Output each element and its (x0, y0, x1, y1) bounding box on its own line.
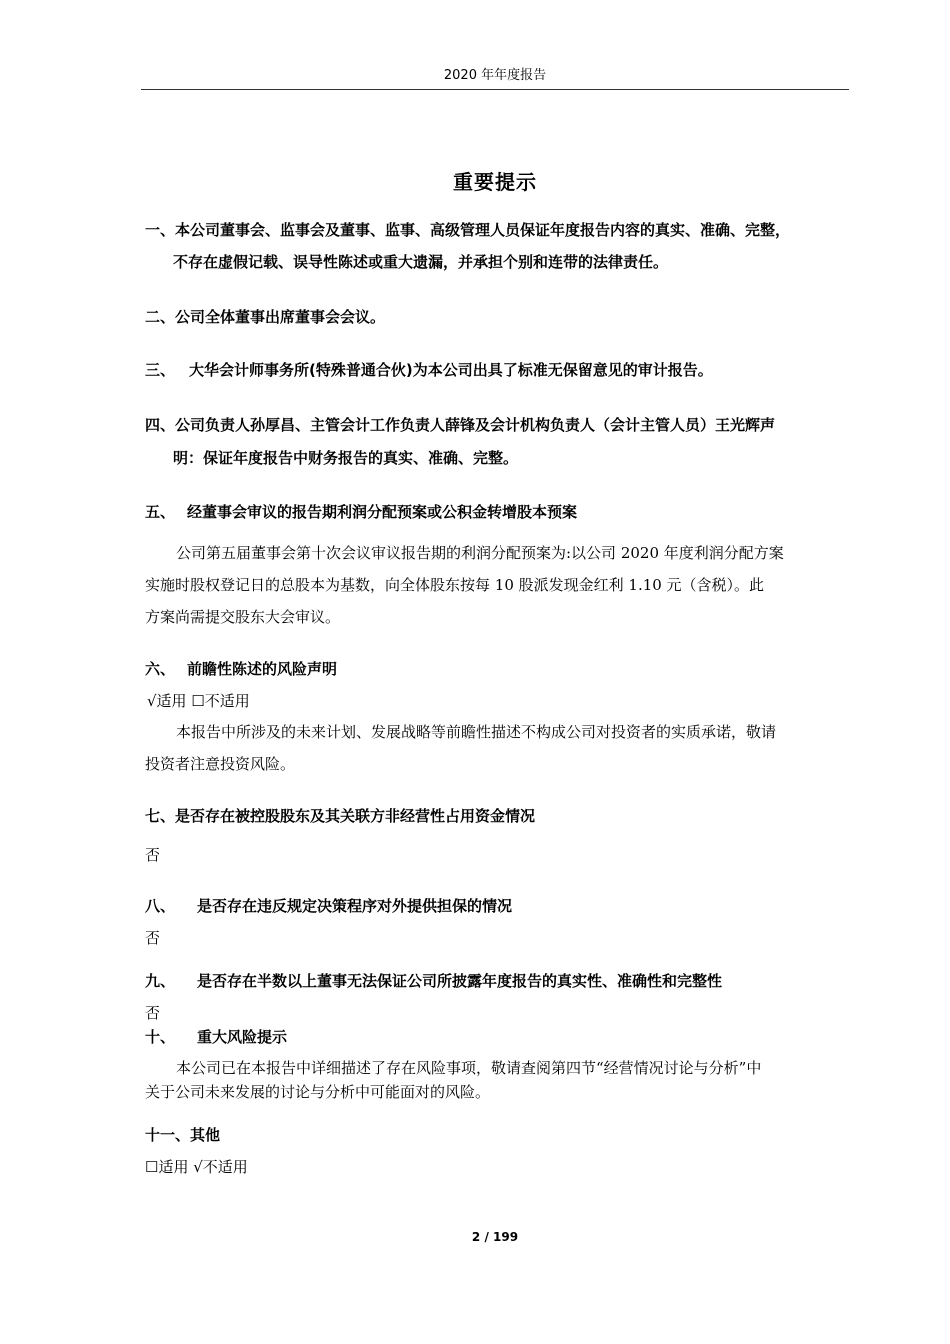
section-4-number: 四、 (145, 416, 176, 434)
section-8-heading (145, 895, 512, 916)
page-title: 重要提示 (453, 170, 537, 194)
section-7-heading (145, 805, 535, 826)
section-5-heading (145, 501, 577, 522)
section-6-heading (145, 658, 337, 679)
section-11-applicable: ☐适用 √不适用 (145, 1158, 248, 1176)
section-11-number: 十一、 (145, 1126, 191, 1144)
section-1-number: 一、 (145, 221, 176, 239)
section-8-number: 八、 (145, 897, 176, 915)
section-3-text: 大华会计师事务所(特殊普通合伙)为本公司出具了标准无保留意见的审计报告。 (189, 361, 713, 379)
section-2-number: 二、 (145, 308, 176, 326)
section-1-line-2: 不存在虚假记载、误导性陈述或重大遗漏，并承担个别和连带的法律责任。 (173, 253, 669, 271)
header-text: 2020 年年度报告 (443, 68, 547, 83)
section-5-body-3: 方案尚需提交股东大会审议。 (145, 608, 341, 626)
section-2-text: 公司全体董事出席董事会会议。 (175, 308, 386, 326)
section-10-body-1: 本公司已在本报告中详细描述了存在风险事项，敬请查阅第四节“经营情况讨论与分析”中 (176, 1059, 762, 1077)
section-7-answer: 否 (145, 846, 161, 864)
section-6-number: 六、 (145, 660, 176, 678)
section-11-heading (145, 1124, 220, 1145)
section-6-body-1: 本报告中所涉及的未来计划、发展战略等前瞻性描述不构成公司对投资者的实质承诺，敬请 (176, 723, 777, 741)
section-6-body-2: 投资者注意投资风险。 (145, 755, 296, 773)
section-9-text: 是否存在半数以上董事无法保证公司所披露年度报告的真实性、准确性和完整性 (197, 972, 723, 990)
section-3 (145, 359, 713, 380)
section-5-body-1: 公司第五届董事会第十次会议审议报告期的利润分配预案为:以公司 2020 年度利润分配方案 (176, 544, 784, 562)
section-7-number: 七、 (145, 807, 176, 825)
section-6-applicable: √适用 ☐不适用 (147, 692, 250, 710)
section-10-heading (145, 1026, 287, 1047)
section-1-text: 本公司董事会、监事会及董事、监事、高级管理人员保证年度报告内容的真实、准确、完整， (175, 221, 791, 239)
section-7-text: 是否存在被控股股东及其关联方非经营性占用资金情况 (175, 807, 536, 825)
section-9-heading (145, 970, 722, 991)
section-8-answer: 否 (145, 929, 161, 947)
section-1-line-1 (145, 219, 790, 240)
section-2 (145, 306, 385, 327)
page-number: 2 / 199 (471, 1230, 519, 1244)
section-5-number: 五、 (145, 503, 176, 521)
section-9-answer: 否 (145, 1004, 161, 1022)
section-10-body-2: 关于公司未来发展的讨论与分析中可能面对的风险。 (145, 1083, 491, 1101)
section-10-text: 重大风险提示 (197, 1028, 288, 1046)
section-10-number: 十、 (145, 1028, 176, 1046)
section-4-line-1 (145, 414, 775, 435)
section-4-text: 公司负责人孙厚昌、主管会计工作负责人薛锋及会计机构负责人（会计主管人员）王光辉声 (175, 416, 776, 434)
section-9-number: 九、 (145, 972, 176, 990)
section-5-body-2: 实施时股权登记日的总股本为基数，向全体股东按每 10 股派发现金红利 1.10 元（含税）。此 (145, 576, 765, 594)
section-3-number: 三、 (145, 361, 176, 379)
section-11-text: 其他 (190, 1126, 221, 1144)
page-header (141, 66, 849, 90)
section-5-text: 经董事会审议的报告期利润分配预案或公积金转增股本预案 (187, 503, 578, 521)
section-4-line-2: 明：保证年度报告中财务报告的真实、准确、完整。 (173, 449, 519, 467)
section-6-text: 前瞻性陈述的风险声明 (187, 660, 338, 678)
section-8-text: 是否存在违反规定决策程序对外提供担保的情况 (197, 897, 513, 915)
